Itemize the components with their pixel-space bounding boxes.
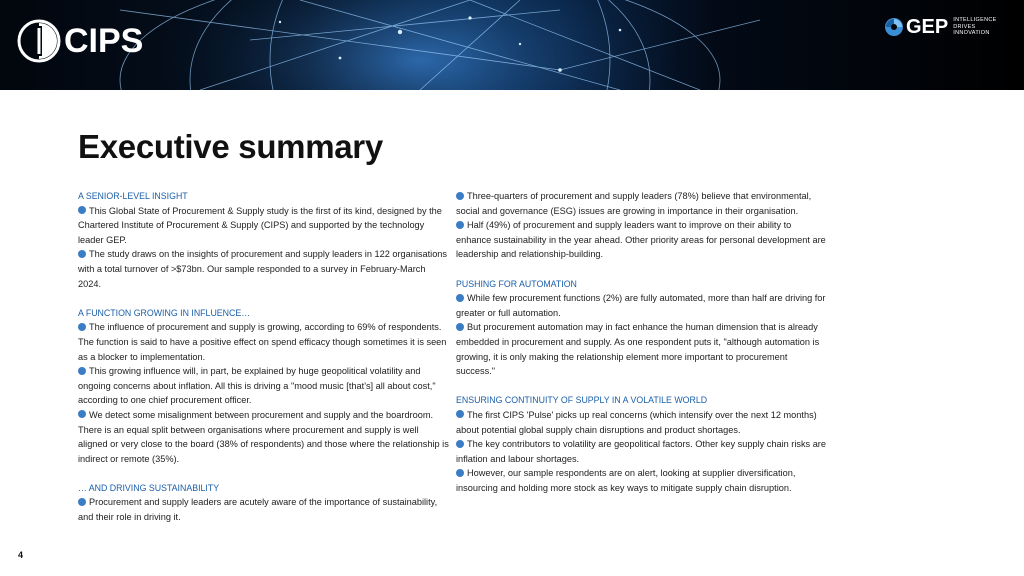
paragraph-text: The study draws on the insights of procurement and supply leaders in 122 organisations with a total turnover of >$73bn. Our sample responded to a survey in February-March 2024. (78, 249, 448, 289)
bullet-paragraph (78, 408, 450, 466)
section-heading: A FUNCTION GROWING IN INFLUENCE… (78, 307, 251, 318)
cips-wordmark: CIPS (64, 22, 144, 60)
cips-emblem-icon (16, 18, 62, 64)
paragraph-text: But procurement automation may in fact enhance the human dimension that is already embedded in procurement and supply. As one respondent puts it, "although automation is growing, it is only making the relationship element more important to procurement success." (456, 322, 820, 377)
gep-swirl-icon (884, 17, 904, 37)
bullet-paragraph (78, 320, 450, 364)
bullet-dot-icon (456, 323, 464, 331)
bullet-dot-icon (78, 206, 86, 214)
paragraph-text: The influence of procurement and supply is growing, according to 69% of respondents. The function is said to have a positive effect on spend efficacy though sometimes it is seen as a blocker to implementation. (78, 322, 447, 362)
bullet-dot-icon (78, 250, 86, 258)
bullet-paragraph (456, 218, 828, 262)
left-column (78, 189, 450, 525)
bullet-dot-icon (78, 498, 86, 506)
bullet-dot-icon (78, 410, 86, 418)
paragraph-text: However, our sample respondents are on alert, looking at supplier diversification, insourcing and holding more stock as key ways to mitigate supply chain disruption. (456, 468, 796, 493)
bullet-dot-icon (456, 294, 464, 302)
paragraph-text: This growing influence will, in part, be explained by huge geopolitical volatility and ongoing concerns about inflation. All this is driving a "mood music [that's] all about cost," according to one chief procurement officer. (78, 366, 436, 406)
right-column (456, 189, 828, 495)
bullet-paragraph (456, 291, 828, 320)
bullet-paragraph (78, 204, 450, 248)
section-heading: PUSHING FOR AUTOMATION (456, 278, 577, 289)
section-heading: … AND DRIVING SUSTAINABILITY (78, 482, 220, 493)
globe-network-graphic (0, 0, 1024, 90)
bullet-dot-icon (456, 440, 464, 448)
paragraph-text: Procurement and supply leaders are acutely aware of the importance of sustainability, and their role in driving it. (78, 497, 438, 523)
paragraph-text: The first CIPS 'Pulse' picks up real concerns (which intensify over the next 12 months) about potential global supply chain disruptions and product shortages. (456, 409, 817, 435)
bullet-paragraph (456, 408, 828, 437)
bullet-paragraph (456, 437, 828, 466)
bullet-dot-icon (456, 469, 464, 477)
bullet-paragraph (456, 189, 828, 218)
section-heading: ENSURING CONTINUITY OF SUPPLY IN A VOLATILE WORLD (456, 395, 708, 406)
bullet-dot-icon (456, 221, 464, 229)
paragraph-text: This Global State of Procurement & Supply study is the first of its kind, designed by the Chartered Institute of Procurement & Supply (CIPS) and supported by the technology leader GEP. (78, 205, 442, 245)
tagline-line: DRIVES (953, 23, 976, 30)
bullet-dot-icon (456, 192, 464, 200)
tagline-line: INNOVATION (953, 30, 990, 37)
header-banner (0, 0, 1024, 90)
tagline-line: INTELLIGENCE (953, 17, 997, 24)
bullet-paragraph (78, 247, 450, 291)
bullet-paragraph (78, 495, 450, 524)
cips-logo (16, 18, 143, 64)
gep-tagline (953, 17, 996, 37)
paragraph-text: The key contributors to volatility are geopolitical factors. Other key supply chain risks are inflation and labour shortages. (456, 439, 826, 464)
paragraph-text: We detect some misalignment between procurement and supply and the boardroom. There is an equal split between organisations where procurement and supply is well aligned or very close to the board (38% of respondents) and those where the relationship is indirect or remote (35%). (78, 409, 449, 464)
page-number: 4 (18, 550, 24, 560)
gep-logo (884, 16, 997, 38)
paragraph-text: Half (49%) of procurement and supply leaders want to improve on their ability to enhance sustainability in the year ahead. Other priority areas for personal development are leadership and relationship-building. (456, 220, 826, 260)
bullet-dot-icon (456, 410, 464, 418)
paragraph-text: Three-quarters of procurement and supply leaders (78%) believe that environmental, social and governance (ESG) issues are growing in importance in their organisation. (456, 191, 812, 216)
gep-wordmark: GEP (906, 16, 949, 38)
page-title: Executive summary (78, 128, 383, 165)
bullet-dot-icon (78, 323, 86, 331)
bullet-paragraph (456, 320, 828, 378)
paragraph-text: While few procurement functions (2%) are fully automated, more than half are driving for greater or full automation. (456, 293, 826, 318)
bullet-paragraph (456, 466, 828, 495)
bullet-paragraph (78, 364, 450, 408)
bullet-dot-icon (78, 367, 86, 375)
section-heading: A SENIOR-LEVEL INSIGHT (78, 191, 188, 201)
